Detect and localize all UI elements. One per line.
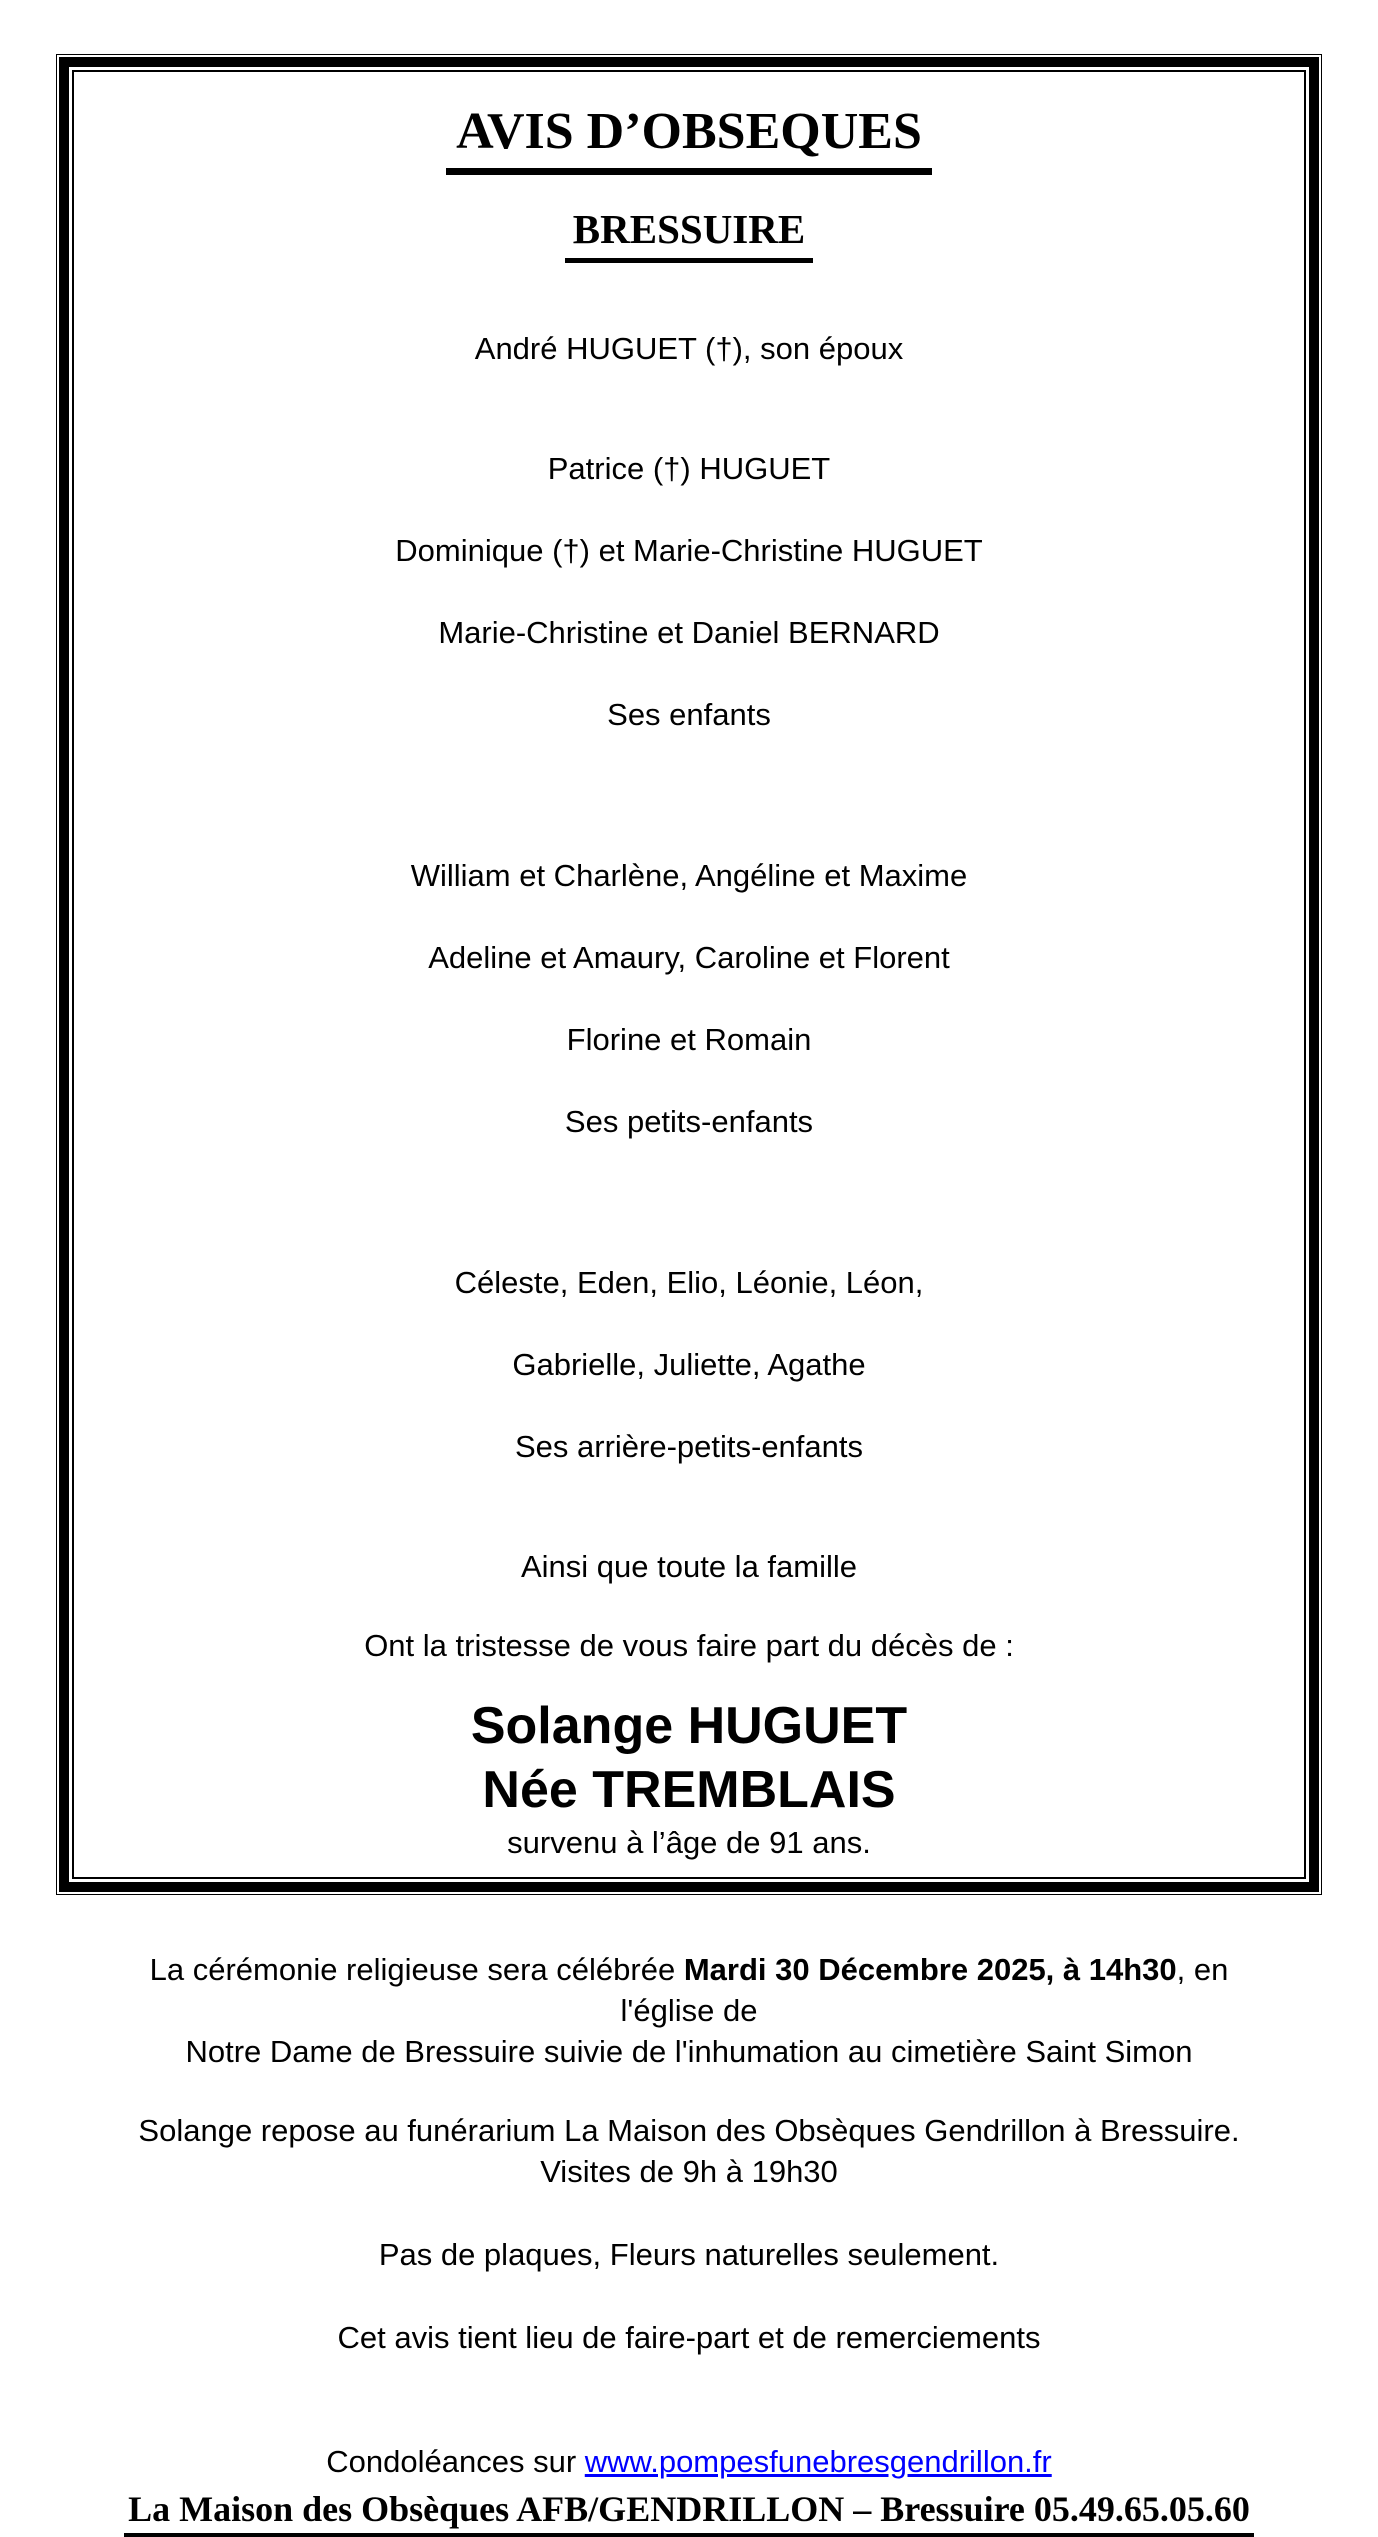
children-group-label: Ses enfants — [607, 697, 771, 732]
great-grandchildren-line: Gabrielle, Juliette, Agathe — [512, 1347, 866, 1382]
flowers-line: Pas de plaques, Fleurs naturelles seulement. — [378, 2237, 1000, 2272]
grandchildren-line: Adeline et Amaury, Caroline et Florent — [428, 940, 950, 975]
grandchildren-group-label: Ses petits-enfants — [564, 1104, 814, 1139]
children-line: Patrice (†) HUGUET — [547, 451, 831, 486]
deceased-maiden-name: Née TREMBLAIS — [482, 1761, 896, 1819]
grandchildren-line: William et Charlène, Angéline et Maxime — [410, 858, 968, 893]
great-grandchildren-group — [114, 1221, 1264, 1508]
ceremony-text-after: , en l'église de Notre Dame de Bressuire suivie de l'inhumation au cimetière Saint Simon — [185, 1952, 1229, 2069]
ceremony-datetime: Mardi 30 Décembre 2025, à 14h30 — [683, 1952, 1177, 1987]
mortuary-paragraph: Solange repose au funérarium La Maison des Obsèques Gendrillon à Bressuire. Visites de 9h à 19h30 — [138, 2113, 1240, 2189]
condolences-line — [114, 2400, 1264, 2482]
condolences-link[interactable]: www.pompesfunebresgendrillon.fr — [584, 2444, 1052, 2479]
children-line: Dominique (†) et Marie-Christine HUGUET — [395, 533, 983, 568]
page-title-text: AVIS D’OBSEQUES — [446, 102, 932, 175]
great-grandchildren-group-label: Ses arrière-petits-enfants — [514, 1429, 864, 1464]
announcement-line: Ont la tristesse de vous faire part du décès de : — [364, 1628, 1014, 1663]
obituary-notice — [74, 72, 1304, 2537]
notice-line: Cet avis tient lieu de faire-part et de remerciements — [337, 2320, 1041, 2355]
ceremony-paragraph — [114, 1908, 1264, 2072]
grandchildren-group — [114, 814, 1264, 1183]
deceased-age-line: survenu à l’âge de 91 ans. — [507, 1825, 871, 1860]
whole-family-line: Ainsi que toute la famille — [520, 1549, 858, 1584]
grandchildren-line: Florine et Romain — [566, 1022, 812, 1057]
document-frame-band — [59, 57, 1319, 2529]
city-heading-text: BRESSUIRE — [565, 205, 813, 263]
spouse-line: André HUGUET (†), son époux — [474, 331, 904, 366]
children-group — [114, 407, 1264, 776]
document-frame — [56, 54, 1322, 2529]
funeral-home-line — [114, 2488, 1264, 2537]
children-line: Marie-Christine et Daniel BERNARD — [438, 615, 940, 650]
great-grandchildren-line: Céleste, Eden, Elio, Léonie, Léon, — [454, 1265, 924, 1300]
deceased-name-block — [114, 1694, 1264, 1822]
page-title — [114, 102, 1264, 175]
ceremony-text-before: La cérémonie religieuse sera célébrée — [149, 1952, 684, 1987]
condolences-prefix: Condoléances sur — [326, 2444, 585, 2479]
funeral-home-text: La Maison des Obsèques AFB/GENDRILLON – Bressuire 05.49.65.05.60 — [124, 2488, 1254, 2537]
deceased-name: Solange HUGUET — [470, 1697, 908, 1755]
document-frame-inner — [72, 70, 1306, 2529]
city-heading — [114, 205, 1264, 263]
